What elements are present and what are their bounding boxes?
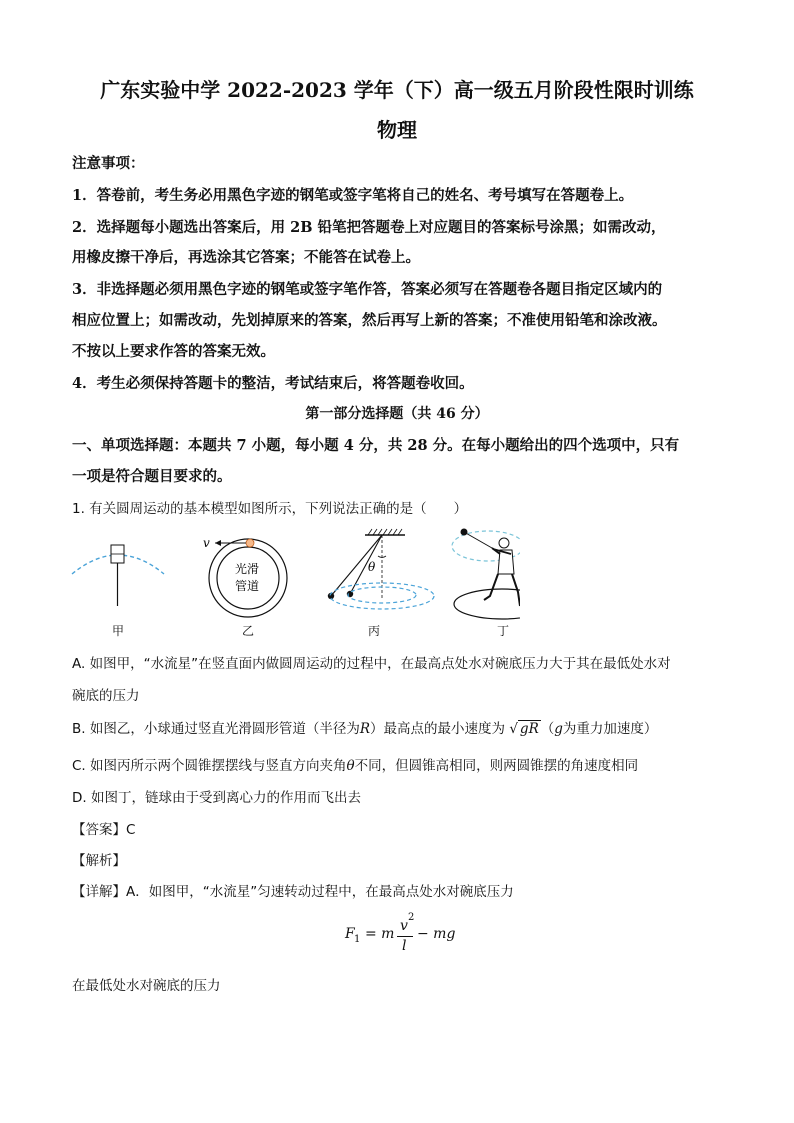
fraction-bar xyxy=(397,936,413,937)
part1-heading: 第一部分选择题（共 46 分） xyxy=(305,406,489,422)
note-item-3-cont: 相应位置上；如需改动，先划掉原来的答案，然后再写上新的答案；不准使用铅笔和涂改液。 xyxy=(72,312,667,329)
sqrt-symbol: √ xyxy=(509,721,518,737)
note-item-1: 1．答卷前，考生务必用黑色字迹的钢笔或签字笔将自己的姓名、考号填写在答题卷上。 xyxy=(72,187,634,204)
figure-jia xyxy=(72,545,164,606)
note-item-2: 2．选择题每小题选出答案后，用 2B 铅笔把答题卷上对应题目的答案标号涂黑；如需改动， xyxy=(72,219,666,236)
option-b-end: 为重力加速度） xyxy=(562,721,658,737)
velocity-label: v xyxy=(203,536,210,550)
formula-num: v xyxy=(400,918,408,934)
option-c-pre: C. 如图丙所示两个圆锥摆摆线与竖直方向夹角 xyxy=(72,758,347,774)
formula-lhs: F xyxy=(345,926,355,942)
option-b-mid: ）最高点的最小速度为 xyxy=(370,721,506,737)
option-d: D. 如图丁，链球由于受到离心力的作用而飞出去 xyxy=(72,790,361,806)
theta-label: θ xyxy=(368,560,376,574)
formula-lhs-sub: 1 xyxy=(354,934,361,945)
note-item-4: 4．考生必须保持答题卡的整洁，考试结束后，将答题卷收回。 xyxy=(72,375,474,392)
option-b-g: g xyxy=(554,721,563,737)
answer-line: 【答案】C xyxy=(72,822,136,838)
tube-label-1: 光滑 xyxy=(235,562,260,576)
formula-tail: − mg xyxy=(417,926,456,942)
option-c-theta: θ xyxy=(346,758,355,774)
figure-ding xyxy=(452,529,520,620)
option-b xyxy=(72,717,732,737)
formula-den: l xyxy=(402,938,407,954)
subject-title: 物理 xyxy=(377,118,417,142)
figure-label-bing: 丙 xyxy=(368,624,381,638)
note-item-2-cont: 用橡皮擦干净后，再选涂其它答案；不能答在试卷上。 xyxy=(72,249,420,266)
section-instructions: 一、单项选择题：本题共 7 小题，每小题 4 分，共 28 分。在每小题给出的四个选项中，只有 xyxy=(72,437,680,454)
figure-bing xyxy=(328,529,434,609)
section-instructions-cont: 一项是符合题目要求的。 xyxy=(72,468,232,485)
option-c xyxy=(72,754,732,774)
figure-label-ding: 丁 xyxy=(497,624,510,638)
after-formula-line: 在最低处水对碗底的压力 xyxy=(72,978,221,994)
tube-label-2: 管道 xyxy=(235,579,260,593)
option-b-radius: R xyxy=(359,721,371,737)
question-1-stem: 1. 有关圆周运动的基本模型如图所示，下列说法正确的是（ ） xyxy=(72,501,468,517)
detail-line: 【详解】A．如图甲，“水流星”匀速转动过程中，在最高点处水对碗底压力 xyxy=(72,884,514,900)
note-item-3-cont2: 不按以上要求作答的答案无效。 xyxy=(72,343,275,360)
note-item-3: 3．非选择题必须用黑色字迹的钢笔或签字笔作答，答案必须写在答题卷各题目指定区域内的 xyxy=(72,281,663,298)
figure-yi xyxy=(203,536,287,617)
page-title: 广东实验中学 2022-2023 学年（下）高一级五月阶段性限时训练 xyxy=(100,78,694,102)
option-a-cont: 碗底的压力 xyxy=(72,688,140,704)
circular-motion-figure xyxy=(60,526,520,644)
notes-heading: 注意事项： xyxy=(72,155,145,172)
analysis-heading: 【解析】 xyxy=(72,853,126,869)
option-a: A. 如图甲，“水流星”在竖直面内做圆周运动的过程中，在最高点处水对碗底压力大于其在最低处水对 xyxy=(72,656,671,672)
formula-eq: = m xyxy=(365,926,395,942)
option-b-sqrt: gR xyxy=(519,721,539,737)
figure-label-yi: 乙 xyxy=(242,624,255,638)
formula-num-sup: 2 xyxy=(408,912,415,923)
option-b-pre: B. 如图乙，小球通过竖直光滑圆形管道（半径为 xyxy=(72,721,360,737)
ball xyxy=(246,539,254,547)
figure-label-jia: 甲 xyxy=(112,624,125,638)
pressure-formula xyxy=(345,912,465,958)
option-c-post: 不同，但圆锥高相同，则两圆锥摆的角速度相同 xyxy=(354,758,639,774)
option-b-post: （ xyxy=(540,721,555,737)
